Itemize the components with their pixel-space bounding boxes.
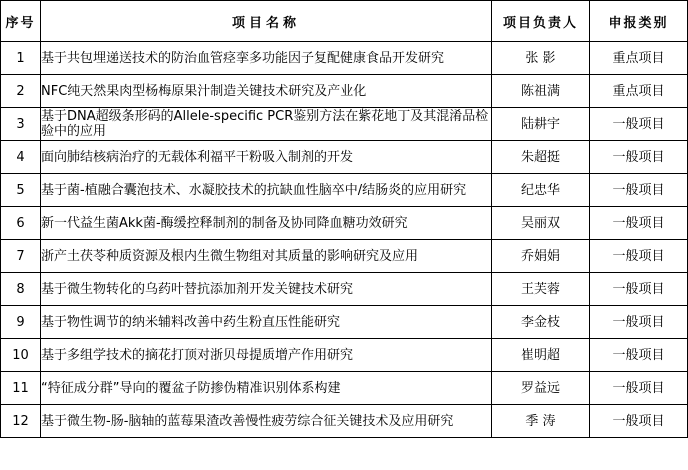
- table-row: [1, 339, 688, 372]
- header-category: 申报类别: [590, 1, 688, 42]
- table-row: [1, 306, 688, 339]
- application-category: 一般项目: [590, 405, 688, 438]
- application-category: 一般项目: [590, 339, 688, 372]
- project-leader: 李金枝: [492, 306, 590, 339]
- application-category: 重点项目: [590, 42, 688, 75]
- table-row: [1, 174, 688, 207]
- project-leader: 乔娟娟: [492, 240, 590, 273]
- project-name: 基于菌-植融合囊泡技术、水凝胶技术的抗缺血性脑卒中/结肠炎的应用研究: [41, 174, 492, 207]
- project-name: 面向肺结核病治疗的无载体利福平干粉吸入制剂的开发: [41, 141, 492, 174]
- row-index: 10: [1, 339, 41, 372]
- project-leader: 张 影: [492, 42, 590, 75]
- project-leader: 罗益远: [492, 372, 590, 405]
- application-category: 一般项目: [590, 108, 688, 141]
- table-row: [1, 207, 688, 240]
- application-category: 重点项目: [590, 75, 688, 108]
- table-row: [1, 273, 688, 306]
- application-category: 一般项目: [590, 372, 688, 405]
- row-index: 5: [1, 174, 41, 207]
- project-name: 基于多组学技术的摘花打顶对浙贝母提质增产作用研究: [41, 339, 492, 372]
- project-name: 基于物性调节的纳米辅料改善中药生粉直压性能研究: [41, 306, 492, 339]
- row-index: 9: [1, 306, 41, 339]
- row-index: 2: [1, 75, 41, 108]
- application-category: 一般项目: [590, 207, 688, 240]
- project-name: 浙产土茯苓种质资源及根内生微生物组对其质量的影响研究及应用: [41, 240, 492, 273]
- project-leader: 朱超挺: [492, 141, 590, 174]
- header-name: 项目名称: [41, 1, 492, 42]
- table-row: [1, 240, 688, 273]
- project-name: 基于微生物-肠-脑轴的蓝莓果渣改善慢性疲劳综合征关键技术及应用研究: [41, 405, 492, 438]
- row-index: 8: [1, 273, 41, 306]
- project-leader: 陈祖满: [492, 75, 590, 108]
- row-index: 3: [1, 108, 41, 141]
- project-leader: 崔明超: [492, 339, 590, 372]
- project-name: 新一代益生菌Akk菌-酶缓控释制剂的制备及协同降血糖功效研究: [41, 207, 492, 240]
- table-row: [1, 108, 688, 141]
- row-index: 6: [1, 207, 41, 240]
- row-index: 12: [1, 405, 41, 438]
- application-category: 一般项目: [590, 141, 688, 174]
- project-leader: 吴丽双: [492, 207, 590, 240]
- project-name: 基于DNA超级条形码的Allele-specific PCR鉴别方法在紫花地丁及其混淆品检验中的应用: [41, 108, 492, 141]
- application-category: 一般项目: [590, 240, 688, 273]
- table-row: [1, 75, 688, 108]
- project-name: “特征成分群”导向的覆盆子防掺伪精准识别体系构建: [41, 372, 492, 405]
- table-row: [1, 405, 688, 438]
- project-leader: 陆耕宇: [492, 108, 590, 141]
- header-index: 序号: [1, 1, 41, 42]
- application-category: 一般项目: [590, 273, 688, 306]
- project-leader: 王芙蓉: [492, 273, 590, 306]
- table-body: [1, 42, 688, 438]
- row-index: 1: [1, 42, 41, 75]
- row-index: 4: [1, 141, 41, 174]
- application-category: 一般项目: [590, 306, 688, 339]
- table-row: [1, 42, 688, 75]
- row-index: 7: [1, 240, 41, 273]
- application-category: 一般项目: [590, 174, 688, 207]
- table-row: [1, 141, 688, 174]
- project-name: NFC纯天然果肉型杨梅原果汁制造关键技术研究及产业化: [41, 75, 492, 108]
- project-name: 基于共包埋递送技术的防治血管痉挛多功能因子复配健康食品开发研究: [41, 42, 492, 75]
- project-leader: 季 涛: [492, 405, 590, 438]
- table-row: [1, 372, 688, 405]
- row-index: 11: [1, 372, 41, 405]
- project-name: 基于微生物转化的乌药叶替抗添加剂开发关键技术研究: [41, 273, 492, 306]
- header-row: [1, 1, 688, 42]
- header-leader: 项目负责人: [492, 1, 590, 42]
- project-leader: 纪忠华: [492, 174, 590, 207]
